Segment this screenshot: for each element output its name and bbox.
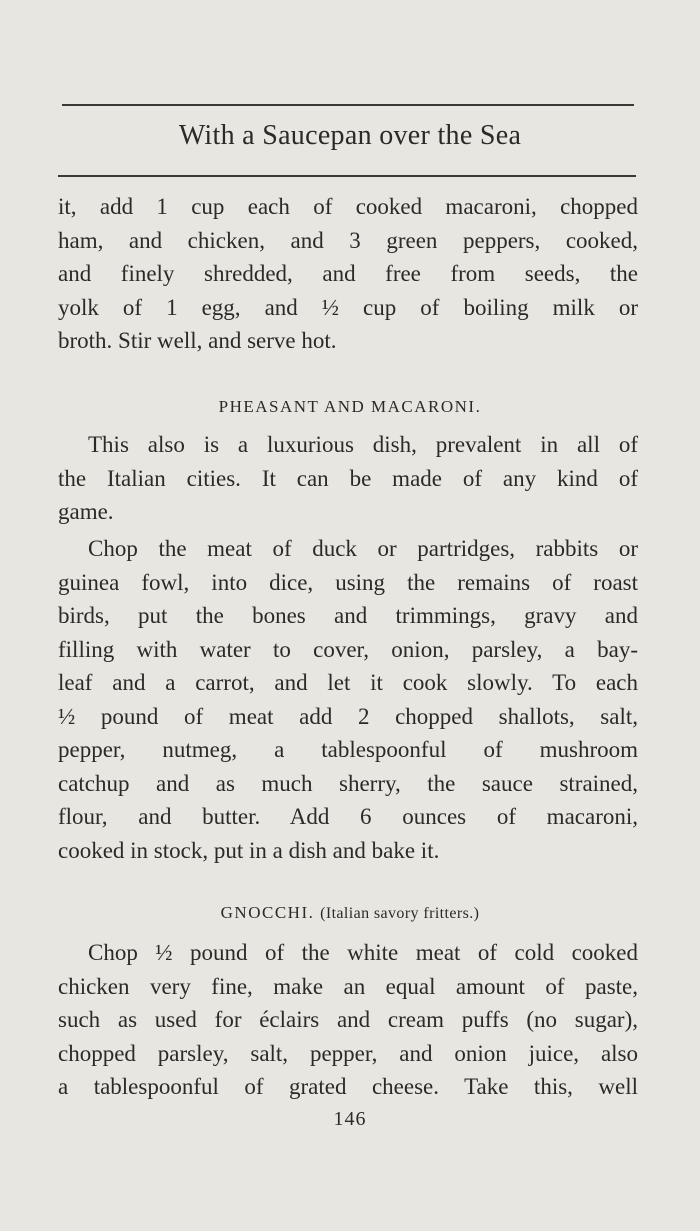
text-line: it, add 1 cup each of cooked macaroni, chopped: [58, 194, 638, 219]
text-line: Chop ½ pound of the white meat of cold cooked: [88, 940, 638, 965]
text-line: pepper, nutmeg, a tablespoonful of mushroom: [58, 737, 638, 762]
text-line: This also is a luxurious dish, prevalent in all of: [88, 432, 638, 457]
text-line: and finely shredded, and free from seeds, the: [58, 261, 638, 286]
text-line: chopped parsley, salt, pepper, and onion juice, also: [58, 1040, 638, 1066]
continued-paragraph: [58, 190, 638, 358]
text-line: birds, put the bones and trimmings, gravy and: [58, 603, 638, 628]
running-head: With a Saucepan over the Sea: [178, 120, 522, 151]
text-line: the Italian cities. It can be made of any kind of: [58, 465, 638, 491]
text-line: flour, and butter. Add 6 ounces of macaroni,: [58, 804, 638, 829]
header-rule-bottom: [58, 175, 636, 177]
gnocchi-paragraph: [58, 936, 638, 1104]
pheasant-method-paragraph: [58, 532, 638, 867]
text-line: yolk of 1 egg, and ½ cup of boiling milk or: [58, 294, 638, 320]
text-line: ham, and chicken, and 3 green peppers, cooked,: [58, 227, 638, 253]
text-line: broth. Stir well, and serve hot.: [58, 328, 337, 353]
page-number: 146: [333, 1108, 367, 1130]
text-line: chicken very fine, make an equal amount of paste,: [58, 973, 638, 999]
gnocchi-heading: GNOCCHI.: [220, 903, 315, 922]
text-line: such as used for éclairs and cream puffs (no sugar),: [58, 1007, 638, 1032]
header-rule-top: [62, 104, 634, 106]
section-heading-pheasant: PHEASANT AND MACARONI.: [218, 397, 482, 416]
pheasant-intro-paragraph: [58, 428, 638, 529]
text-line: cooked in stock, put in a dish and bake it.: [58, 837, 440, 863]
text-line: a tablespoonful of grated cheese. Take this, well: [58, 1074, 638, 1099]
text-line: Chop the meat of duck or partridges, rabbits or: [88, 536, 638, 561]
text-line: leaf and a carrot, and let it cook slowly. To each: [58, 670, 638, 695]
text-line: filling with water to cover, onion, parsley, a bay-: [58, 636, 638, 662]
text-line: guinea fowl, into dice, using the remains of roast: [58, 569, 638, 595]
gnocchi-subheading: (Italian savory fritters.): [320, 905, 480, 922]
text-line: game.: [58, 499, 114, 524]
section-heading-gnocchi: [0, 903, 700, 923]
text-line: ½ pound of meat add 2 chopped shallots, salt,: [58, 703, 638, 729]
text-line: catchup and as much sherry, the sauce strained,: [58, 770, 638, 796]
